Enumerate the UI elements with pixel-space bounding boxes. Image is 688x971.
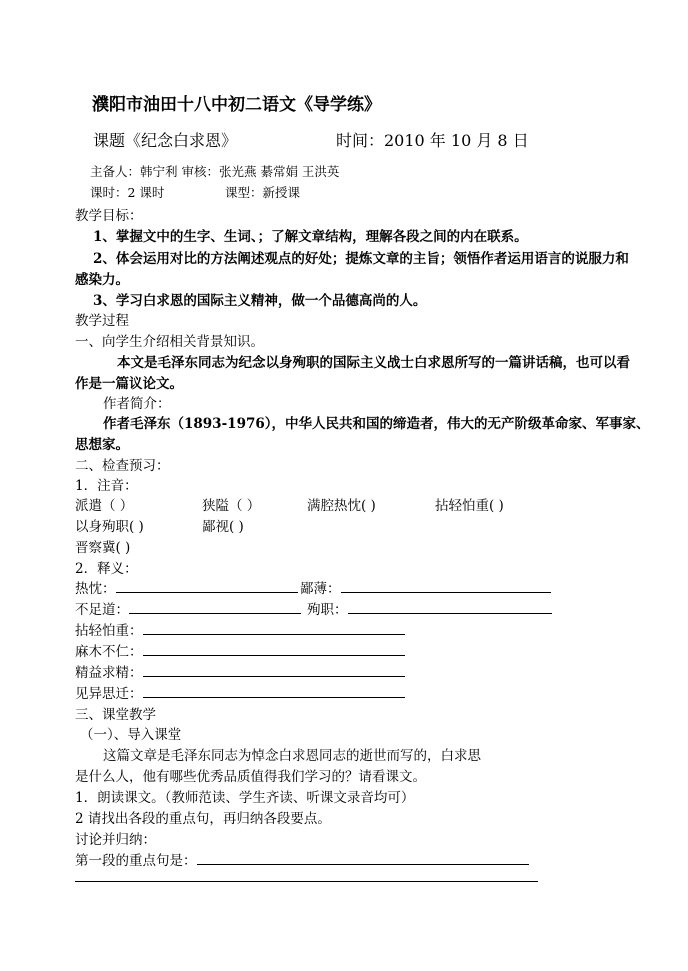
goals-heading: 教学目标： <box>75 208 143 224</box>
answer-line[interactable] <box>143 641 405 656</box>
lesson-date: 时间：2010 年 10 月 8 日 <box>336 131 529 150</box>
pinyin-item: 派遣（ ） <box>75 498 134 514</box>
pinyin-label: 1．注音： <box>75 478 138 494</box>
term: 热忱： <box>75 581 116 597</box>
answer-line[interactable] <box>197 850 529 865</box>
lesson-topic: 课题《纪念白求恩》 <box>93 131 238 150</box>
answer-line[interactable] <box>75 868 538 882</box>
term: 精益求精： <box>75 665 143 681</box>
goal-2-line-2: 感染力。 <box>75 272 129 288</box>
definition-row <box>75 619 405 639</box>
subsection-heading: （一）、导入课堂 <box>80 727 182 743</box>
pinyin-item: 以身殉职( ) <box>75 519 144 535</box>
step-2: 2 请找出各段的重点句，再归纳各段要点。 <box>75 811 331 827</box>
section-1-heading: 一、向学生介绍相关背景知识。 <box>75 334 264 350</box>
answer-line[interactable] <box>348 599 552 614</box>
answer-line[interactable] <box>143 662 405 677</box>
author-line-1: 作者毛泽东（1893-1976），中华人民共和国的缔造者，伟大的无产阶级革命家、军事家、 <box>103 416 650 432</box>
term: 不足道： <box>75 602 129 618</box>
step-1: 1．朗读课文。（教师范读、学生齐读、听课文录音均可） <box>75 790 415 806</box>
answer-line[interactable] <box>143 683 405 698</box>
definition-label: 2．释义： <box>75 561 138 577</box>
answer-line[interactable] <box>341 578 551 593</box>
term: 麻木不仁： <box>75 644 143 660</box>
intro-line-1: 这篇文章是毛泽东同志为悼念白求恩同志的逝世而写的，白求思 <box>103 748 481 764</box>
pinyin-item: 拈轻怕重( ) <box>435 498 504 514</box>
goal-1: 1、掌握文中的生字、生词、；了解文章结构，理解各段之间的内在联系。 <box>93 229 528 245</box>
goal-3: 3、学习白求恩的国际主义精神，做一个品德高尚的人。 <box>93 293 427 309</box>
pinyin-item: 晋察冀( ) <box>75 540 131 556</box>
paragraph-1-label: 第一段的重点句是： <box>75 853 197 869</box>
background-line-1: 本文是毛泽东同志为纪念以身殉职的国际主义战士白求恩所写的一篇讲话稿，也可以看 <box>117 355 630 371</box>
pinyin-item: 满腔热忱( ) <box>307 498 376 514</box>
paragraph-1-row <box>75 849 529 869</box>
term: 鄙薄： <box>300 581 341 597</box>
definition-row <box>300 577 551 597</box>
periods-label: 课时：2 课时 <box>90 185 165 200</box>
answer-line[interactable] <box>129 599 301 614</box>
goal-2-line-1: 2、体会运用对比的方法阐述观点的好处；提炼文章的主旨；领悟作者运用语言的说服力和 <box>93 251 629 267</box>
page-title: 濮阳市油田十八中初二语文《导学练》 <box>92 95 381 115</box>
answer-line[interactable] <box>116 578 298 593</box>
definition-row <box>307 598 552 618</box>
section-3-heading: 三、课堂教学 <box>75 707 156 723</box>
author-label: 作者简介： <box>103 396 171 412</box>
process-heading: 教学过程 <box>75 313 129 329</box>
pinyin-item: 狭隘（ ） <box>202 498 261 514</box>
background-line-2: 作是一篇议论文。 <box>75 376 183 392</box>
term: 殉职： <box>307 602 348 618</box>
section-2-heading: 二、检查预习： <box>75 458 170 474</box>
definition-row <box>75 661 405 681</box>
definition-row <box>75 577 298 597</box>
term: 拈轻怕重： <box>75 623 143 639</box>
definition-row <box>75 640 405 660</box>
definition-row <box>75 598 301 618</box>
editors-line: 主备人：韩宁利 审核：张光燕 綦常娟 王洪英 <box>90 164 340 179</box>
answer-line[interactable] <box>143 620 405 635</box>
intro-line-2: 是什么人，他有哪些优秀品质值得我们学习的？请看课文。 <box>75 769 426 785</box>
pinyin-item: 鄙视( ) <box>202 519 244 535</box>
definition-row <box>75 682 405 702</box>
author-line-2: 思想家。 <box>75 437 129 453</box>
discuss-label: 讨论并归纳： <box>75 832 156 848</box>
class-type-label: 课型：新授课 <box>225 185 301 200</box>
term: 见异思迁： <box>75 686 143 702</box>
